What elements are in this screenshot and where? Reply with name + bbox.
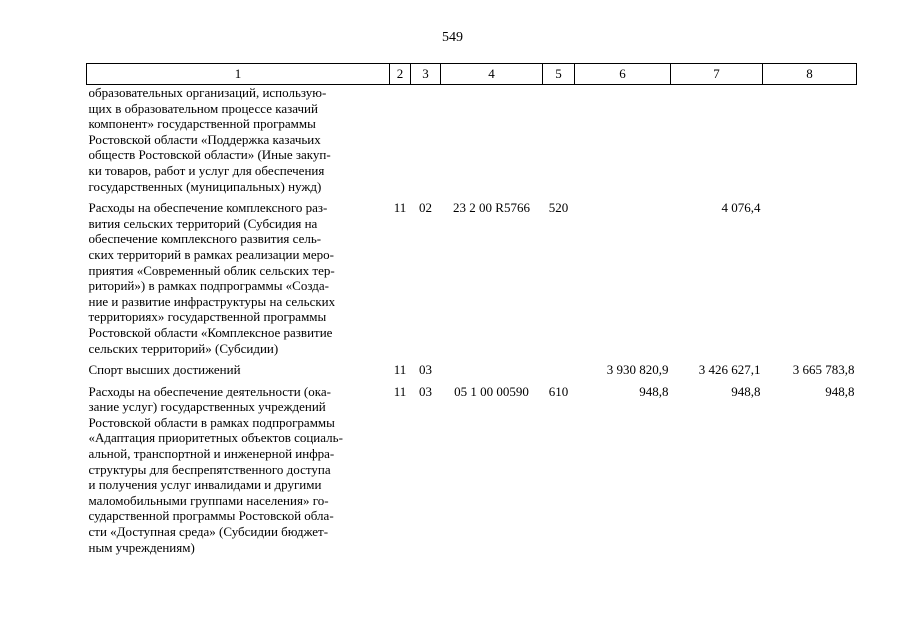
- header-cell: 8: [763, 64, 857, 85]
- header-cell: 2: [390, 64, 411, 85]
- budget-table: [86, 63, 857, 555]
- header-cell: 3: [411, 64, 441, 85]
- header-cell: 1: [87, 64, 390, 85]
- desc-line: Спорт высших достижений: [88, 362, 241, 378]
- row-description: [87, 378, 390, 556]
- desc-line: ным учреждениям): [88, 539, 195, 555]
- desc-line: приятия «Современный облик сельских тер-: [88, 262, 335, 278]
- expense-type-code: [543, 356, 575, 378]
- row-description: [87, 194, 390, 356]
- desc-line: риторий») в рамках подпрограммы «Созда-: [88, 278, 329, 294]
- row-description: [87, 85, 390, 195]
- target-article-code: 23 2 00 R5766: [453, 200, 530, 216]
- header-cell: 7: [671, 64, 763, 85]
- subsection-code: 03: [419, 362, 432, 378]
- row-description: [87, 356, 390, 378]
- table-row: [87, 194, 857, 356]
- desc-line: «Адаптация приоритетных объектов социаль-: [88, 430, 343, 446]
- desc-line: государственных (муниципальных) нужд): [88, 178, 322, 194]
- desc-line: территориях» государственной программы: [88, 309, 327, 325]
- desc-line: обществ Ростовской области» (Иные закуп-: [88, 147, 331, 163]
- desc-line: сти «Доступная среда» (Субсидии бюджет-: [88, 524, 329, 540]
- desc-line: зание услуг) государственных учреждений: [88, 399, 326, 415]
- expense-type-code: 610: [548, 383, 569, 399]
- target-article-code: [441, 356, 543, 378]
- desc-line: и получения услуг инвалидами и другими: [88, 477, 322, 493]
- amount-col7: 3 426 627,1: [698, 362, 761, 378]
- amount-col8: 3 665 783,8: [792, 362, 855, 378]
- target-article-code: [441, 85, 543, 195]
- desc-line: ние и развитие инфраструктуры на сельских: [88, 293, 336, 309]
- section-code: 11: [393, 383, 407, 399]
- amount-col6: [575, 194, 671, 356]
- subsection-code: 03: [419, 383, 432, 399]
- desc-line: компонент» государственной программы: [88, 116, 316, 132]
- table-row: [87, 85, 857, 195]
- header-cell: 5: [543, 64, 575, 85]
- desc-line: ских территорий в рамках реализации меро-: [88, 246, 335, 262]
- header-cell: 4: [441, 64, 543, 85]
- desc-line: структуры для беспрепятственного доступа: [88, 461, 331, 477]
- desc-line: Ростовской области в рамках подпрограммы: [88, 414, 335, 430]
- subsection-code: [411, 85, 441, 195]
- header-cell: 6: [575, 64, 671, 85]
- desc-line: Ростовской области «Комплексное развитие: [88, 324, 333, 340]
- header-row: [87, 64, 857, 85]
- desc-line: маломобильными группами населения» го-: [88, 492, 329, 508]
- amount-col8: 948,8: [825, 383, 855, 399]
- target-article-code: 05 1 00 00590: [454, 383, 529, 399]
- amount-col8: [763, 85, 857, 195]
- section-code: [390, 85, 411, 195]
- section-code: 11: [393, 200, 407, 216]
- desc-line: обеспечение комплексного развития сель-: [88, 231, 322, 247]
- desc-line: альной, транспортной и инженерной инфра-: [88, 446, 335, 462]
- desc-line: сударственной программы Ростовской обла-: [88, 508, 334, 524]
- amount-col6: 948,8: [639, 383, 669, 399]
- desc-line: образовательных организаций, использую-: [88, 85, 327, 100]
- desc-line: Ростовской области «Поддержка казачьих: [88, 131, 321, 147]
- table-row: [87, 356, 857, 378]
- amount-col7: 948,8: [731, 383, 761, 399]
- page-number: 549: [442, 30, 463, 45]
- amount-col6: 3 930 820,9: [606, 362, 669, 378]
- table-row: [87, 378, 857, 556]
- amount-col6: [575, 85, 671, 195]
- section-code: 11: [393, 362, 407, 378]
- desc-line: сельских территорий» (Субсидии): [88, 340, 279, 356]
- expense-type-code: 520: [548, 200, 569, 216]
- amount-col7: 4 076,4: [721, 200, 761, 216]
- amount-col8: [763, 194, 857, 356]
- desc-line: Расходы на обеспечение комплексного раз-: [88, 200, 328, 216]
- desc-line: Расходы на обеспечение деятельности (ока-: [88, 383, 331, 399]
- amount-col7: [671, 85, 763, 195]
- expense-type-code: [543, 85, 575, 195]
- subsection-code: 02: [419, 200, 432, 216]
- desc-line: вития сельских территорий (Субсидия на: [88, 215, 318, 231]
- desc-line: ки товаров, работ и услуг для обеспечения: [88, 162, 325, 178]
- desc-line: щих в образовательном процессе казачий: [88, 100, 318, 116]
